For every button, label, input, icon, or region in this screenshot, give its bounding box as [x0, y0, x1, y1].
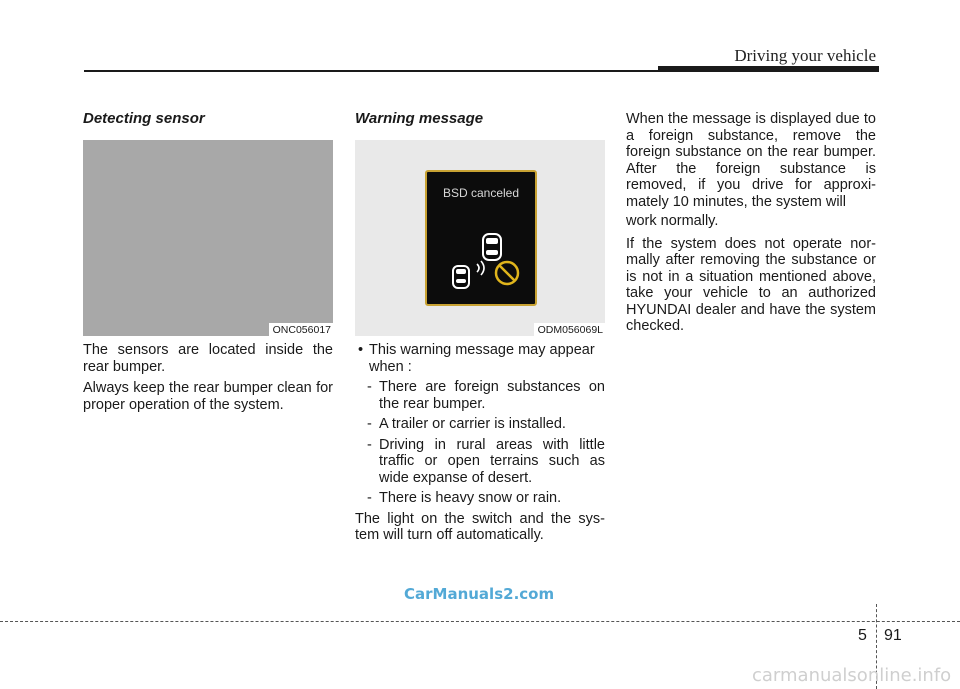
bullet-item	[355, 342, 605, 375]
warning-figure	[355, 140, 605, 336]
sub-item-text: There are foreign substances on the rear bumper.	[379, 379, 605, 412]
paragraph: work normally.	[626, 213, 719, 229]
heading-warning-message: Warning message	[355, 110, 484, 127]
sub-item-text: Driving in rural areas with little traffic or open terrains such as wide expanse of desert.	[379, 436, 605, 486]
footer-rule	[0, 621, 960, 622]
paragraph: If the system does not operate nor-mally after removing the substance or is not in a situation mentioned above, take your vehicle to an authorized HYUNDAI dealer and have the system checked.	[626, 235, 876, 334]
column-warning-message	[355, 110, 605, 549]
sensor-figure	[83, 140, 333, 336]
sub-item: - Driving in rural areas with little traffic or open terrains such as wide expanse of desert.	[367, 436, 605, 486]
sub-item-text: There is heavy snow or rain.	[379, 490, 562, 506]
site-watermark[interactable]: carmanualsonline.info	[752, 665, 952, 686]
sub-item-text: A trailer or carrier is installed.	[379, 416, 566, 432]
blind-spot-icon	[427, 172, 535, 304]
display-message: BSD canceled	[442, 186, 520, 200]
paragraph: The sensors are located inside the rear bumper.	[83, 342, 333, 375]
paragraph: When the message is displayed due to a foreign substance, remove the foreign substance on the rear bumper. After the foreign substance is removed, if you drive for approxi-mately 10 minutes, the system will	[626, 111, 876, 210]
sub-item: - There is heavy snow or rain.	[367, 490, 562, 506]
paragraph: The light on the switch and the sys-tem will turn off automatically.	[355, 510, 605, 543]
header-rule-accent	[658, 66, 879, 72]
bullet-dot: •	[358, 342, 364, 358]
column-instructions	[626, 111, 876, 340]
column-detecting-sensor	[83, 110, 333, 418]
heading-detecting-sensor: Detecting sensor	[83, 110, 205, 127]
figure-code: ONC056017	[269, 323, 333, 336]
figure-code: ODM056069L	[534, 323, 605, 336]
paragraph: Always keep the rear bumper clean for proper operation of the system.	[83, 380, 333, 413]
chapter-number: 5	[858, 627, 867, 644]
bullet-text: This warning message may appear when :	[369, 342, 595, 375]
sub-item: - A trailer or carrier is installed.	[367, 416, 566, 432]
sub-item: - There are foreign substances on the rear bumper.	[367, 379, 605, 412]
cluster-display	[425, 170, 537, 306]
watermark-link[interactable]: CarManuals2.com	[404, 585, 555, 603]
page-number: 91	[884, 627, 902, 644]
section-title: Driving your vehicle	[734, 46, 876, 65]
